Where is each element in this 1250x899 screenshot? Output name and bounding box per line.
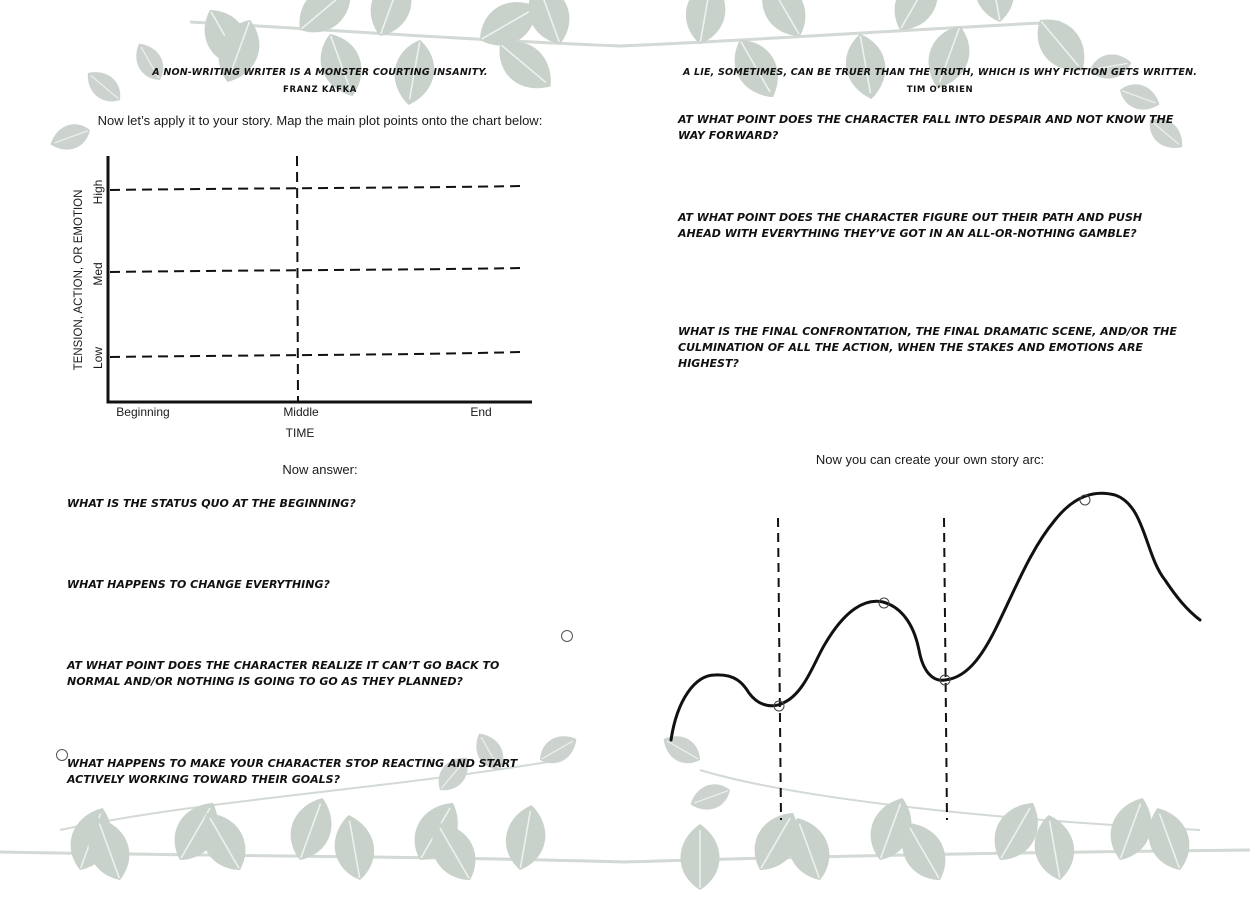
story-arc-line — [671, 493, 1200, 740]
plot-chart — [60, 150, 550, 450]
punch-hole-icon — [56, 749, 68, 761]
answer-prompt: Now answer: — [282, 462, 358, 477]
x-axis-title: TIME — [285, 426, 315, 440]
x-label-end: End — [470, 405, 492, 419]
y-level-low: Low — [91, 346, 105, 370]
question-despair: AT WHAT POINT DOES THE CHARACTER FALL INTO DESPAIR AND NOT KNOW THE WAY FORWARD? — [678, 113, 1174, 142]
left-quote: A NON-WRITING WRITER IS A MONSTER COURTING INSANITY. — [152, 67, 488, 78]
y-axis-title: TENSION, ACTION, OR EMOTION — [73, 189, 85, 371]
level-line-high — [110, 186, 522, 190]
chart-axes — [108, 156, 532, 402]
story-arc-diagram — [665, 490, 1205, 830]
level-line-med — [110, 268, 522, 272]
middle-divider-line — [297, 156, 298, 402]
arc-prompt: Now you can create your own story arc: — [815, 452, 1045, 467]
x-label-beginning: Beginning — [116, 405, 170, 419]
question-final-confrontation: WHAT IS THE FINAL CONFRONTATION, THE FINAL DRAMATIC SCENE, AND/OR THE CULMINATION OF ALL THE ACTION, WHEN THE STAKES AND EMOTIONS ARE HIGHEST? — [678, 325, 1177, 370]
arc-divider-line — [944, 518, 947, 820]
left-quote-author: FRANZ KAFKA — [283, 85, 357, 95]
question-change-everything: WHAT HAPPENS TO CHANGE EVERYTHING? — [67, 578, 330, 591]
y-level-high: High — [91, 179, 105, 205]
question-start-acting: WHAT HAPPENS TO MAKE YOUR CHARACTER STOP REACTING AND START ACTIVELY WORKING TOWARD THEIR GOALS? — [67, 757, 518, 786]
question-status-quo: WHAT IS THE STATUS QUO AT THE BEGINNING? — [67, 497, 356, 510]
right-quote: A LIE, SOMETIMES, CAN BE TRUER THAN THE TRUTH, WHICH IS WHY FICTION GETS WRITTEN. — [682, 67, 1198, 78]
arc-divider-line — [778, 518, 781, 820]
punch-hole-icon — [561, 630, 573, 642]
y-level-med: Med — [91, 262, 105, 286]
right-quote-author: TIM O’BRIEN — [906, 85, 974, 95]
chart-instruction: Now let’s apply it to your story. Map the main plot points onto the chart below: — [97, 113, 543, 128]
question-no-going-back: AT WHAT POINT DOES THE CHARACTER REALIZE IT CAN’T GO BACK TO NORMAL AND/OR NOTHING IS GOING TO GO AS THEY PLANNED? — [67, 659, 500, 688]
x-label-middle: Middle — [283, 405, 319, 419]
right-page — [625, 0, 1250, 899]
question-all-or-nothing: AT WHAT POINT DOES THE CHARACTER FIGURE OUT THEIR PATH AND PUSH AHEAD WITH EVERYTHING THEY’VE GOT IN AN ALL-OR-NOTHING GAMBLE? — [678, 211, 1143, 240]
level-line-low — [110, 352, 522, 357]
